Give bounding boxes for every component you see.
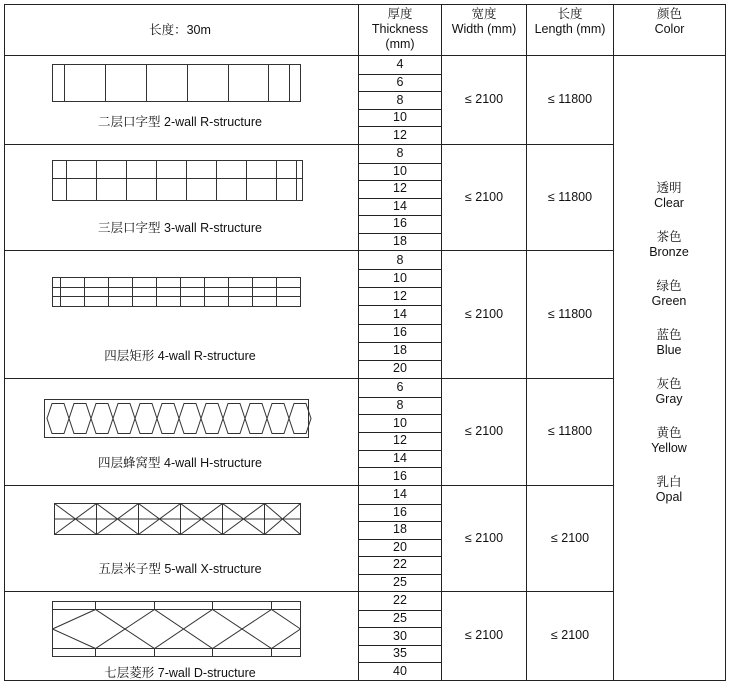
structure-label: 七层菱形 7-wall D-structure — [104, 666, 256, 680]
color-name-en: Bronze — [649, 245, 689, 259]
thickness-cell: 6 — [396, 74, 404, 89]
color-item — [614, 377, 724, 426]
header-color-en: Color — [654, 22, 685, 36]
width-value: ≤ 2100 — [464, 628, 504, 642]
thickness-cell: 8 — [396, 252, 404, 267]
color-name-zh: 灰色 — [656, 377, 682, 391]
thickness-cell: 16 — [393, 325, 407, 340]
color-name-zh: 茶色 — [656, 230, 682, 244]
thickness-cell: 16 — [393, 216, 407, 231]
header-length-en: Length (mm) — [534, 22, 606, 36]
thickness-cell: 12 — [393, 433, 407, 448]
thickness-cell: 8 — [396, 398, 404, 412]
thickness-cell: 25 — [393, 574, 407, 589]
color-name-en: Blue — [656, 343, 682, 357]
color-name-en: Clear — [654, 196, 684, 210]
color-item — [614, 475, 724, 524]
color-name-zh: 蓝色 — [656, 328, 682, 342]
thickness-cell: 30 — [393, 628, 407, 643]
thickness-cell: 22 — [393, 557, 407, 572]
structure-label: 四层矩形 4-wall R-structure — [104, 349, 256, 363]
thickness-cell: 14 — [393, 487, 407, 502]
color-item — [614, 181, 724, 230]
color-name-zh: 黄色 — [656, 426, 682, 440]
width-value: ≤ 2100 — [464, 92, 504, 106]
color-name-zh: 绿色 — [656, 279, 682, 293]
width-value: ≤ 2100 — [464, 530, 504, 545]
structure-label: 三层口字型 3-wall R-structure — [98, 221, 262, 235]
thickness-cell: 18 — [393, 233, 407, 248]
color-name-en: Gray — [655, 392, 683, 406]
thickness-cell: 16 — [393, 468, 407, 483]
header-color-zh: 颜色 — [656, 7, 682, 21]
color-item — [614, 230, 724, 279]
thickness-cell: 12 — [393, 288, 407, 303]
header-thickness-en: Thickness — [371, 22, 429, 36]
thickness-cell: 10 — [393, 110, 407, 125]
color-name-zh: 透明 — [656, 181, 682, 195]
thickness-cell: 4 — [396, 57, 404, 72]
thickness-cell: 8 — [396, 92, 404, 107]
thickness-cell: 10 — [393, 270, 407, 285]
color-name-en: Green — [651, 294, 687, 308]
thickness-cell: 25 — [393, 610, 407, 625]
color-name-zh: 乳白 — [656, 475, 682, 489]
color-name-en: Yellow — [651, 441, 687, 455]
width-value: ≤ 2100 — [464, 189, 504, 204]
length-value: ≤ 2100 — [550, 530, 590, 545]
thickness-cell: 14 — [393, 198, 407, 213]
length-value: ≤ 11800 — [547, 306, 593, 321]
thickness-cell: 20 — [393, 361, 407, 376]
color-item — [614, 426, 724, 475]
header-thickness-unit: (mm) — [385, 37, 415, 51]
color-item — [614, 279, 724, 328]
thickness-cell: 22 — [393, 593, 407, 608]
structure-label: 五层米子型 5-wall X-structure — [98, 562, 262, 576]
structure-label: 四层蜂窝型 4-wall H-structure — [98, 456, 262, 470]
thickness-cell: 18 — [393, 343, 407, 358]
structure-label: 二层口字型 2-wall R-structure — [98, 115, 262, 129]
header-width-en: Width (mm) — [451, 22, 517, 36]
header-length-zh: 长度 — [557, 7, 583, 21]
length-value: ≤ 11800 — [547, 189, 593, 204]
thickness-cell: 6 — [396, 380, 404, 395]
thickness-cell: 18 — [393, 522, 407, 537]
color-name-en: Opal — [655, 490, 683, 504]
color-list — [614, 181, 724, 524]
header-thickness-zh: 厚度 — [387, 7, 413, 21]
thickness-cell: 10 — [393, 163, 407, 178]
length-value: ≤ 2100 — [550, 628, 590, 642]
thickness-cell: 8 — [396, 146, 404, 161]
length-value: ≤ 11800 — [547, 92, 593, 106]
thickness-cell: 14 — [393, 307, 407, 321]
color-item — [614, 328, 724, 377]
thickness-cell: 20 — [393, 539, 407, 554]
width-value: ≤ 2100 — [464, 306, 504, 321]
thickness-cell: 12 — [393, 127, 407, 142]
thickness-cell: 16 — [393, 504, 407, 519]
thickness-cell: 10 — [393, 415, 407, 430]
width-value: ≤ 2100 — [464, 424, 504, 438]
thickness-cell: 35 — [393, 646, 407, 661]
thickness-cell: 40 — [393, 663, 407, 678]
header-length-title: 长度：30m — [149, 23, 211, 37]
header-width-zh: 宽度 — [471, 7, 497, 21]
length-value: ≤ 11800 — [547, 424, 593, 438]
thickness-cell: 12 — [393, 181, 407, 196]
thickness-cell: 14 — [393, 451, 407, 465]
